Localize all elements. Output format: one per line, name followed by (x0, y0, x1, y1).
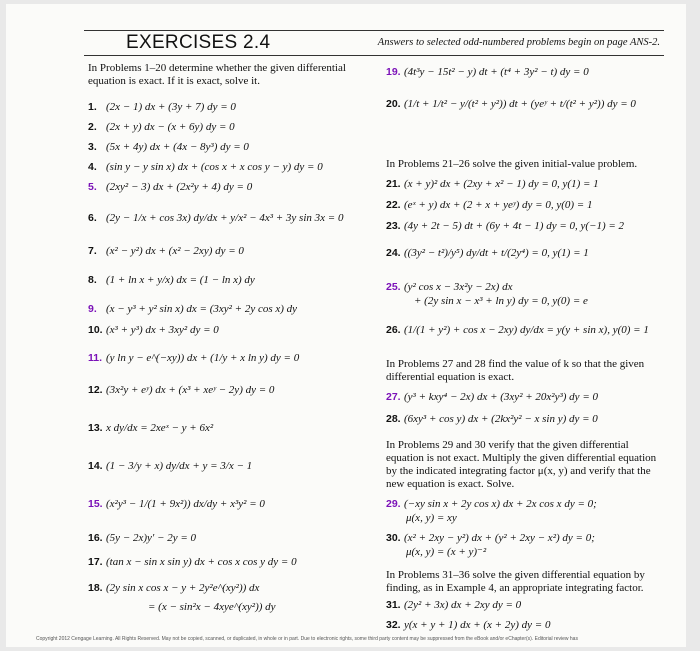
exercise-16: 16. (5y − 2x)y′ − 2y = 0 (88, 532, 197, 544)
intro-31-36: In Problems 31–36 solve the given differential equation by finding, as in Example 4, an appropriate integrating factor. (386, 569, 645, 594)
exercise-31: 31. (2y² + 3x) dx + 2xy dy = 0 (386, 599, 522, 611)
exercise-15: 15. (x²y³ − 1/(1 + 9x²)) dx/dy + x³y² = 0 (88, 498, 265, 510)
exercise-24: 24. ((3y² − t²)/y⁵) dy/dt + t/(2y⁴) = 0, y(1) = 1 (386, 247, 589, 259)
exercise-2: 2. (2x + y) dx − (x + 6y) dy = 0 (88, 121, 235, 133)
answers-note: Answers to selected odd-numbered problems begin on page ANS-2. (377, 37, 660, 48)
section-title: EXERCISES 2.4 (126, 32, 271, 53)
exercise-20: 20. (1/t + 1/t² − y/(t² + y²)) dt + (yeʸ + t/(t² + y²)) dy = 0 (386, 98, 636, 110)
exercise-19: 19. (4t³y − 15t² − y) dt + (t⁴ + 3y² − t) dy = 0 (386, 66, 589, 78)
exercise-6: 6. (2y − 1/x + cos 3x) dy/dx + y/x² − 4x³ + 3y sin 3x = 0 (88, 212, 344, 224)
exercise-30-factor: μ(x, y) = (x + y)⁻² (406, 546, 487, 558)
exercise-4: 4. (sin y − y sin x) dx + (cos x + x cos y − y) dy = 0 (88, 161, 323, 173)
exercise-17: 17. (tan x − sin x sin y) dx + cos x cos y dy = 0 (88, 556, 297, 568)
exercise-1: 1. (2x − 1) dx + (3y + 7) dy = 0 (88, 101, 236, 113)
exercise-11: 11. (y ln y − e^(−xy)) dx + (1/y + x ln y) dy = 0 (88, 352, 300, 364)
exercise-21: 21. (x + y)² dx + (2xy + x² − 1) dy = 0, y(1) = 1 (386, 178, 599, 190)
exercise-10: 10. (x³ + y³) dx + 3xy² dy = 0 (88, 324, 219, 336)
exercise-14: 14. (1 − 3/y + x) dy/dx + y = 3/x − 1 (88, 460, 253, 472)
intro-27-28: In Problems 27 and 28 find the value of k so that the given differential equation is exact. (386, 358, 645, 383)
intro-29-30: In Problems 29 and 30 verify that the given differential equation is not exact. Multiply the given differential equation by the indicated integrating factor μ(x, y) and verify that the new equation is exact. Solve. (386, 439, 657, 490)
copyright-footer: Copyright 2012 Cengage Learning. All Rights Reserved. May not be copied, scanned, or duplicated, in whole or in part. Due to electronic rights, some third party content may be suppressed from the eBook and/or eChapter(s). Editorial review has (36, 636, 578, 642)
exercise-18: 18. (2y sin x cos x − y + 2y²e^(xy²)) dx (88, 582, 260, 594)
exercise-29-factor: μ(x, y) = xy (406, 512, 457, 524)
exercise-32: 32. y(x + y + 1) dx + (x + 2y) dy = 0 (386, 619, 551, 631)
exercise-25-cont: + (2y sin x − x³ + ln y) dy = 0, y(0) = e (414, 295, 588, 307)
exercise-18-cont: = (x − sin²x − 4xye^(xy²)) dy (148, 601, 276, 613)
intro-21-26: In Problems 21–26 solve the given initial-value problem. (386, 158, 638, 170)
exercise-7: 7. (x² − y²) dx + (x² − 2xy) dy = 0 (88, 245, 244, 257)
exercise-26: 26. (1/(1 + y²) + cos x − 2xy) dy/dx = y(y + sin x), y(0) = 1 (386, 324, 649, 336)
section-header (84, 30, 664, 56)
exercise-22: 22. (eˣ + y) dx + (2 + x + yeʸ) dy = 0, y(0) = 1 (386, 199, 593, 211)
exercise-23: 23. (4y + 2t − 5) dt + (6y + 4t − 1) dy = 0, y(−1) = 2 (386, 220, 625, 232)
exercise-3: 3. (5x + 4y) dx + (4x − 8y³) dy = 0 (88, 141, 249, 153)
exercise-28: 28. (6xy³ + cos y) dx + (2kx²y² − x sin y) dy = 0 (386, 413, 598, 425)
intro-1-20: In Problems 1–20 determine whether the given differential equation is exact. If it is exact, solve it. (88, 62, 346, 87)
exercise-9: 9. (x − y³ + y² sin x) dx = (3xy² + 2y cos x) dy (88, 303, 298, 315)
exercise-12: 12. (3x²y + eʸ) dx + (x³ + xeʸ − 2y) dy = 0 (88, 384, 275, 396)
textbook-page (6, 4, 686, 647)
exercise-13: 13. x dy/dx = 2xeˣ − y + 6x² (88, 422, 214, 434)
exercise-8: 8. (1 + ln x + y/x) dx = (1 − ln x) dy (88, 274, 255, 286)
exercise-5: 5. (2xy² − 3) dx + (2x²y + 4) dy = 0 (88, 181, 253, 193)
exercise-29: 29. (−xy sin x + 2y cos x) dx + 2x cos x dy = 0; (386, 498, 597, 510)
exercise-25: 25. (y² cos x − 3x²y − 2x) dx (386, 281, 513, 293)
exercise-27: 27. (y³ + kxy⁴ − 2x) dx + (3xy² + 20x²y³) dy = 0 (386, 391, 598, 403)
exercise-30: 30. (x² + 2xy − y²) dx + (y² + 2xy − x²) dy = 0; (386, 532, 595, 544)
